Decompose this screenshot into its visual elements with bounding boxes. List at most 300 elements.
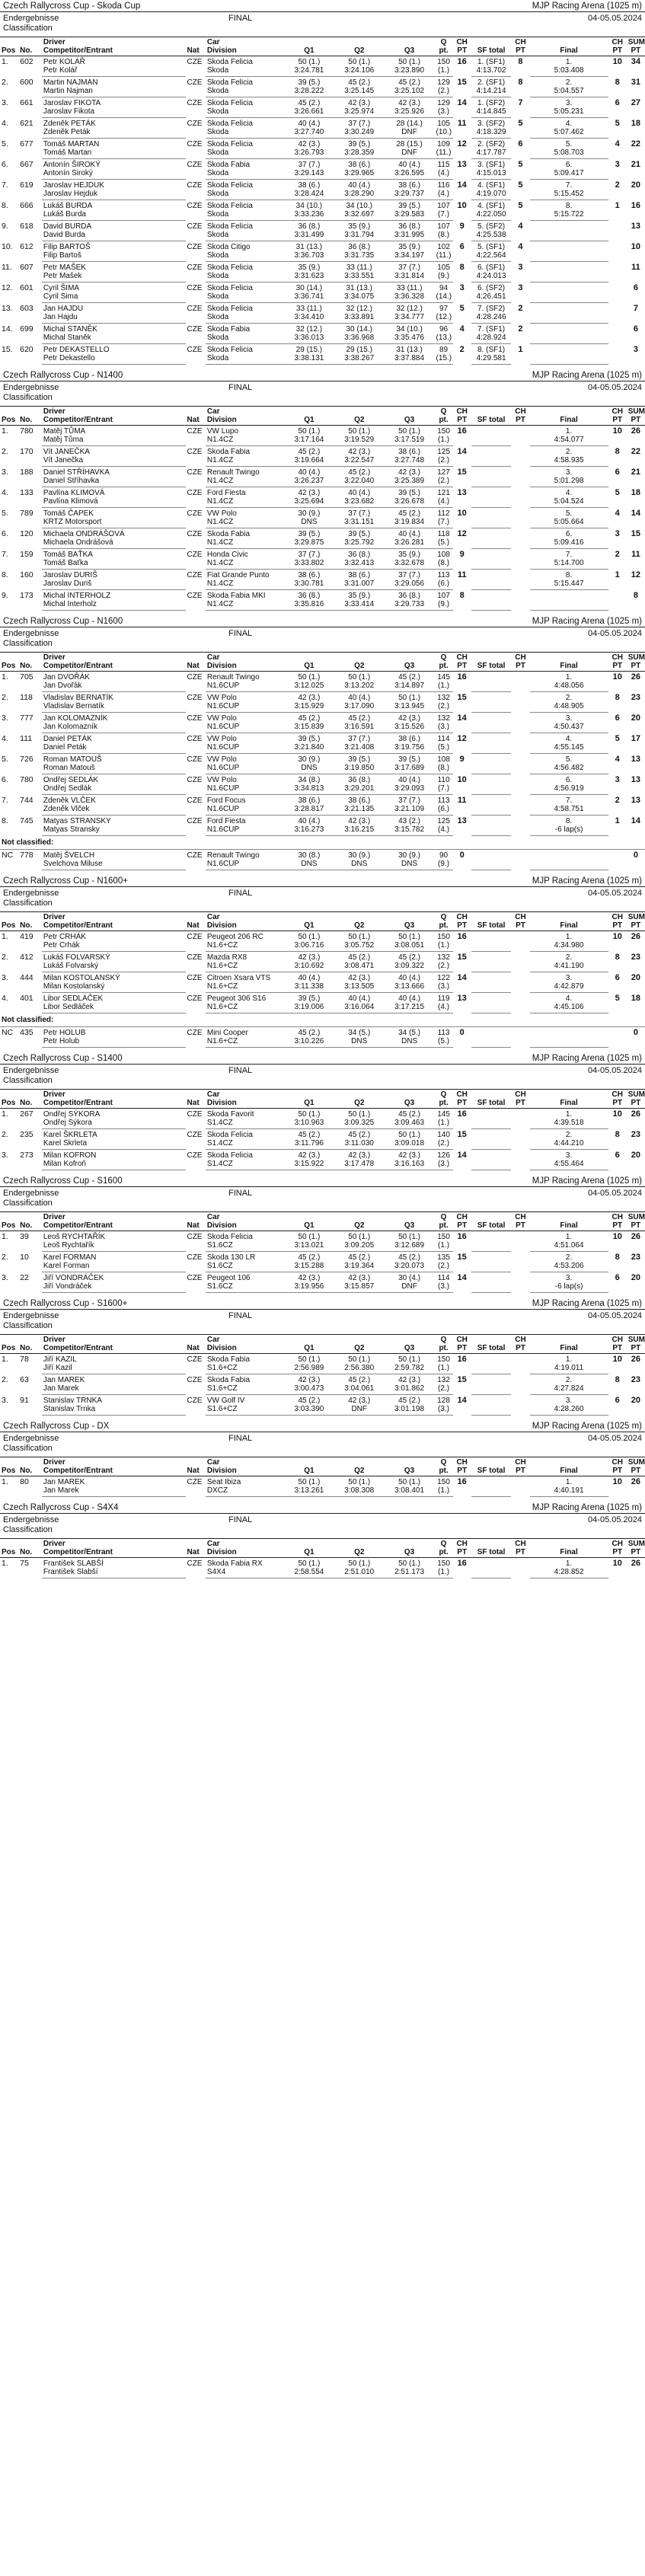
row-sf-time: 4:22.050 [471, 210, 512, 221]
row-q-total: 102 [437, 243, 450, 251]
row-q1-points: 50 (1.) [298, 427, 321, 436]
row-sf-rank [471, 1150, 512, 1160]
row-q1-time: 3:19.006 [284, 1003, 334, 1013]
row-ch-pt-1: 14 [457, 446, 467, 456]
table-row [0, 221, 645, 231]
row-q-rank: (3.) [434, 107, 452, 118]
table-row [0, 97, 645, 108]
series-title: Czech Rallycross Cup - N1400 [3, 371, 123, 380]
row-position: 1. [2, 1232, 8, 1241]
row-nat: CZE [187, 851, 203, 860]
label-classification: Classification [3, 24, 53, 33]
row-nat: CZE [187, 468, 203, 477]
row-q-rank: (2.) [434, 87, 452, 97]
row-car: VW Polo [206, 694, 237, 702]
results-table [0, 1089, 645, 1170]
row-sum: 23 [631, 1252, 640, 1262]
row-car: Skoda Felicia [206, 78, 253, 87]
row-q-total: 132 [437, 694, 450, 702]
header-q3: Q3 [385, 1090, 435, 1109]
row-ch-pt-2: 4 [518, 221, 523, 231]
stage-label: FINAL [228, 629, 253, 638]
row-q2-points: 42 (3.) [348, 448, 371, 456]
venue-label: MJP Racing Arena (1025 m) [532, 2, 642, 11]
row-q3-points: 45 (2.) [398, 953, 421, 962]
row-q-total: 127 [437, 468, 450, 477]
row-sf-rank [471, 733, 512, 744]
header-nat: Nat [186, 1090, 206, 1109]
row-q3-points: 50 (1.) [398, 1478, 421, 1486]
header-driver-line2: Competitor/Entrant [43, 46, 113, 55]
row-ch-pt-2 [511, 1272, 529, 1293]
header-no: No. [18, 653, 42, 672]
row-ch-pt-3: 1 [615, 200, 620, 210]
row-nat: CZE [187, 973, 203, 982]
row-car: Mini Cooper [206, 1029, 248, 1037]
header-ch1: CH PT [453, 1212, 471, 1231]
row-entrant: Jaroslav Fikota [42, 107, 186, 118]
row-ch-pt-1: 16 [457, 672, 467, 682]
row-driver: Matěj ŠVELCH [43, 851, 95, 860]
row-q1-time: 3:34.813 [284, 784, 334, 795]
row-ch-pt-3 [608, 324, 627, 344]
row-sum: 6 [633, 324, 638, 334]
row-q3-points: 45 (2.) [398, 1110, 421, 1119]
row-q3-time: 3:31.814 [385, 272, 435, 282]
row-q-rank: (11.) [434, 251, 452, 262]
header-q2: Q2 [334, 1090, 385, 1109]
row-q-rank: (3.) [434, 723, 452, 733]
row-driver: Petr HOLUB [43, 1029, 86, 1037]
row-ch-pt-1: 9 [459, 221, 465, 231]
series-title: Czech Rallycross Cup - Skoda Cup [3, 2, 141, 11]
row-q2-time: 3:22.040 [334, 477, 385, 487]
row-q2-points: 29 (15.) [346, 346, 372, 354]
row-ch-pt-3 [608, 262, 627, 282]
label-endergebnisse: Endergebnisse [3, 14, 59, 23]
row-q-total: 121 [437, 489, 450, 497]
row-q-total: 132 [437, 953, 450, 962]
row-driver: Tomáš ČAPEK [43, 509, 94, 518]
row-q-total: 108 [437, 755, 450, 764]
row-entrant: Vít Janečka [42, 456, 186, 467]
results-table [0, 1538, 645, 1578]
row-q3-time: 3:17.689 [385, 764, 435, 774]
row-number: 677 [20, 139, 34, 148]
header-nat: Nat [186, 653, 206, 672]
row-sum: 8 [633, 590, 638, 600]
header-ch3: CH PT [608, 1335, 627, 1354]
row-ch-pt-1: 16 [457, 426, 467, 436]
row-q3-points: 39 (5.) [398, 489, 421, 497]
row-q-total: 96 [439, 325, 449, 334]
row-ch-pt-1: 0 [459, 851, 465, 860]
row-ch-pt-2: 6 [518, 139, 523, 148]
row-final-time: 5:09.417 [530, 169, 608, 180]
header-q3: Q3 [385, 912, 435, 931]
row-number: 80 [20, 1477, 29, 1486]
results-table [0, 37, 645, 365]
row-ch-pt-3: 2 [615, 549, 620, 559]
row-sum: 18 [631, 993, 640, 1003]
table-row [0, 344, 645, 355]
row-q1-points: 50 (1.) [298, 1355, 321, 1364]
header-final: Final [530, 37, 608, 56]
row-nat: CZE [187, 1478, 203, 1486]
row-position: 2. [2, 1252, 8, 1262]
row-car: Skoda Fabia MKI [206, 592, 266, 600]
row-q-rank: (7.) [434, 784, 452, 795]
label-classification: Classification [3, 899, 53, 908]
row-sf-rank [471, 570, 512, 580]
row-driver: Ondřej SÝKORA [43, 1110, 101, 1119]
row-q-total: 118 [437, 530, 450, 538]
row-q1-points: 42 (3.) [298, 694, 321, 702]
row-final-rank: 1. [565, 1355, 573, 1364]
row-number: 188 [20, 467, 34, 477]
row-ch-pt-3 [608, 590, 627, 611]
row-nat: CZE [187, 570, 203, 579]
row-position: 3. [2, 1395, 8, 1405]
row-ch-pt-2 [511, 850, 529, 870]
row-q1-time: 3:24.781 [284, 66, 334, 77]
row-sf-time [471, 600, 512, 611]
row-q1-points: 31 (13.) [295, 243, 323, 251]
row-sf-rank: 4. (SF1) [477, 202, 506, 210]
row-q-total: 145 [437, 673, 450, 682]
row-entrant: Martin Najman [42, 87, 186, 97]
header-q3: Q3 [385, 1212, 435, 1231]
row-nat: CZE [187, 160, 203, 169]
row-final-rank: 8. [565, 571, 573, 579]
row-q1-points: 34 (8.) [298, 776, 321, 784]
row-final-time: 4:28.852 [530, 1568, 608, 1578]
row-final-time: 4:44.210 [530, 1139, 608, 1150]
header-q3: Q3 [385, 407, 435, 426]
row-car: Peugeot 206 RC [206, 933, 263, 941]
row-ch-pt-2 [511, 528, 529, 549]
row-car: VW Golf IV [206, 1397, 245, 1405]
row-entrant: Antonín Široký [42, 169, 186, 180]
header-q3: Q3 [385, 37, 435, 56]
header-sf: SF total [471, 1539, 512, 1558]
row-q3-points: 35 (9.) [398, 243, 421, 251]
row-car: Skoda Favorit [206, 1110, 254, 1119]
row-number: 412 [20, 952, 34, 962]
section-subheader [0, 1187, 645, 1211]
row-q-total: 108 [437, 551, 450, 559]
row-q3-points: 33 (11.) [396, 284, 423, 292]
row-q2-time: 3:24.106 [334, 66, 385, 77]
row-q-total: 109 [437, 140, 450, 148]
row-number: 744 [20, 795, 34, 805]
row-division: N1.4CZ [206, 477, 284, 487]
header-ch2: CH PT [511, 1457, 529, 1476]
row-q-rank: (2.) [434, 456, 452, 467]
row-q1-time: 3:28.222 [284, 87, 334, 97]
row-ch-pt-3: 8 [615, 1129, 620, 1139]
table-row-second-line [0, 169, 645, 180]
row-position: 4. [2, 733, 8, 743]
row-ch-pt-1: 0 [459, 1028, 465, 1037]
table-row-second-line [0, 313, 645, 324]
table-row-second-line [0, 982, 645, 993]
header-driver [42, 1457, 186, 1476]
row-q1-time: 3:11.796 [284, 1139, 334, 1150]
row-driver: Vít JANEČKA [43, 448, 90, 456]
row-nat: CZE [187, 78, 203, 87]
row-car: Skoda 130 LR [206, 1253, 256, 1262]
header-ch2: CH PT [511, 1335, 529, 1354]
row-ch-pt-1: 14 [457, 97, 467, 107]
row-q2-points: 45 (2.) [348, 1253, 371, 1262]
row-q-rank: (1.) [434, 1119, 452, 1129]
row-entrant: Jaroslav Hejduk [42, 190, 186, 200]
row-entrant: Jan Marek [42, 1486, 186, 1497]
row-final-rank: 2. [565, 78, 573, 87]
row-q3-time: 3:21.109 [385, 805, 435, 816]
row-q3-time: 2:51.173 [385, 1568, 435, 1578]
row-ch-pt-3: 1 [615, 570, 620, 579]
row-q2-points: 34 (10.) [346, 202, 372, 210]
row-final-time: 5:05.664 [530, 518, 608, 528]
header-driver-line1: Driver [43, 913, 65, 921]
row-q3-time: 3:09.463 [385, 1119, 435, 1129]
row-q2-time: 3:28.359 [334, 148, 385, 159]
row-q2-points: 42 (3.) [348, 1274, 371, 1282]
row-division: S4X4 [206, 1568, 284, 1578]
table-row [0, 972, 645, 983]
row-q-rank: (1.) [434, 1241, 452, 1252]
label-classification: Classification [3, 1321, 53, 1330]
row-position: NC [2, 851, 14, 860]
header-no: No. [18, 37, 42, 56]
row-q2-points: 50 (1.) [348, 1559, 371, 1568]
row-q-rank: (3.) [434, 1282, 452, 1293]
header-sum: SUM PT [627, 1090, 645, 1107]
header-driver [42, 653, 186, 672]
row-entrant: Jan Kolomazník [42, 723, 186, 733]
row-sum: 26 [631, 1355, 640, 1364]
header-ch2: CH PT [511, 1539, 529, 1558]
row-ch-pt-3: 3 [615, 774, 620, 784]
row-final-time [530, 292, 608, 303]
row-q3-points: 36 (8.) [398, 592, 421, 600]
row-ch-pt-1: 10 [457, 508, 467, 518]
row-final-time: 4:56.919 [530, 784, 608, 795]
header-sf: SF total [471, 1212, 512, 1231]
row-q2-time: 3:36.968 [334, 334, 385, 344]
row-car: Skoda Fabia [206, 530, 251, 538]
row-driver: Lukáš FOLVARSKÝ [43, 953, 110, 962]
row-number: 699 [20, 324, 34, 334]
row-q3-points: 30 (4.) [398, 1274, 421, 1282]
row-q1-time: 3:33.236 [284, 210, 334, 221]
row-sf-time [471, 538, 512, 549]
header-driver-line2: Competitor/Entrant [43, 1221, 113, 1230]
row-q-total: 132 [437, 714, 450, 723]
table-row [0, 733, 645, 744]
row-car: VW Polo [206, 714, 237, 723]
row-sum: 21 [631, 159, 640, 169]
row-q-rank: (3.) [434, 1160, 452, 1170]
row-entrant: Tomáš Baťka [42, 559, 186, 570]
table-row [0, 446, 645, 457]
row-ch-pt-1: 11 [457, 795, 467, 805]
row-final-time: 5:05.231 [530, 107, 608, 118]
row-ch-pt-1: 16 [457, 57, 467, 66]
row-ch-pt-2: 4 [518, 241, 523, 251]
date-label: 04-05.05.2024 [588, 1434, 642, 1443]
row-ch-pt-3: 10 [612, 1355, 622, 1364]
row-ch-pt-2 [511, 508, 529, 528]
row-position: 8. [2, 816, 8, 825]
table-row [0, 1150, 645, 1160]
header-qpt: Q pt. [434, 1539, 452, 1558]
row-ch-pt-2: 2 [518, 324, 523, 334]
row-ch-pt-3: 6 [615, 1272, 620, 1282]
table-row-second-line [0, 600, 645, 611]
row-q3-points: 40 (4.) [398, 161, 421, 169]
header-sum: SUM PT [627, 653, 645, 670]
row-entrant: Švelchova Miluse [42, 860, 186, 870]
row-q3-points: 45 (2.) [398, 78, 421, 87]
header-nat: Nat [186, 37, 206, 56]
table-row [0, 1129, 645, 1140]
label-classification: Classification [3, 393, 53, 402]
row-sf-rank [471, 672, 512, 682]
label-endergebnisse: Endergebnisse [3, 383, 59, 392]
header-q3: Q3 [385, 1335, 435, 1354]
row-q3-time: 3:15.782 [385, 825, 435, 836]
header-driver-line2: Competitor/Entrant [43, 662, 113, 670]
row-driver: Tomáš MARTAN [43, 140, 100, 148]
row-sf-rank: 7. (SF2) [477, 305, 506, 313]
table-row-second-line [0, 962, 645, 972]
header-ch2: CH PT [511, 1212, 529, 1231]
row-q-rank: (7.) [434, 518, 452, 528]
row-entrant: Leoš Rychtařík [42, 1241, 186, 1252]
row-q3-points: 50 (1.) [398, 58, 421, 66]
row-driver: Michal STANĚK [43, 325, 97, 334]
row-car: Renault Twingo [206, 851, 260, 860]
row-q-total: 114 [437, 1274, 450, 1282]
row-q1-points: 38 (6.) [298, 571, 321, 579]
date-label: 04-05.05.2024 [588, 383, 642, 392]
row-final-time: 5:15.722 [530, 210, 608, 221]
row-entrant: Jiří Vondráček [42, 1282, 186, 1293]
row-q2-time: 3:25.792 [334, 538, 385, 549]
row-q1-points: 30 (8.) [298, 851, 321, 860]
row-driver: Jan MAREK [43, 1376, 85, 1384]
row-q1-time: 3:21.840 [284, 743, 334, 754]
row-ch-pt-1: 16 [457, 1109, 467, 1119]
row-final-time: 4:45.106 [530, 1003, 608, 1013]
table-row-second-line [0, 1119, 645, 1129]
row-driver: Vladislav BERNATÍK [43, 694, 113, 702]
row-sf-time [471, 682, 512, 692]
header-ch1: CH PT [453, 653, 471, 672]
row-sf-rank [471, 1231, 512, 1242]
date-label: 04-05.05.2024 [588, 1515, 642, 1524]
row-q-total: 129 [437, 99, 450, 107]
row-final-rank: 4. [565, 735, 573, 743]
row-q-total: 107 [437, 592, 450, 600]
row-sf-rank: 1. (SF2) [477, 99, 506, 107]
row-entrant: Matyas Stransky [42, 825, 186, 836]
row-number: 160 [20, 570, 34, 579]
row-driver: Lukáš BURDA [43, 202, 93, 210]
row-q2-time: 3:34.075 [334, 292, 385, 303]
row-q2-time: 3:13.505 [334, 982, 385, 993]
row-car: Skoda Felicia [206, 346, 253, 354]
row-final-rank: 6. [565, 530, 573, 538]
row-q3-time: 3:08.051 [385, 941, 435, 952]
row-final-rank: 8. [565, 202, 573, 210]
row-number: 745 [20, 816, 34, 825]
header-ch2: CH PT [511, 912, 529, 931]
header-car [206, 1090, 284, 1109]
header-driver-line2: Competitor/Entrant [43, 416, 113, 424]
row-q3-points: 38 (6.) [398, 735, 421, 743]
row-q3-points: 35 (9.) [398, 551, 421, 559]
row-q2-points: 35 (9.) [348, 592, 371, 600]
table-row [0, 262, 645, 273]
row-q1-points: 45 (2.) [298, 448, 321, 456]
row-q2-points: 30 (9.) [348, 851, 371, 860]
row-number: 789 [20, 508, 34, 518]
row-ch-pt-3 [608, 1027, 627, 1048]
row-sf-time [471, 723, 512, 733]
header-q1: Q1 [284, 912, 334, 931]
row-q2-time: 3:31.794 [334, 231, 385, 241]
row-final-time [530, 1037, 608, 1048]
row-final-time: 5:15.452 [530, 190, 608, 200]
table-row-second-line [0, 1262, 645, 1272]
header-q1: Q1 [284, 37, 334, 56]
row-entrant: Karel Škrleta [42, 1139, 186, 1150]
row-q2-points: 50 (1.) [348, 1233, 371, 1241]
header-qpt: Q pt. [434, 1090, 452, 1109]
row-ch-pt-3: 1 [615, 816, 620, 825]
row-division: Skoda [206, 107, 284, 118]
table-row [0, 795, 645, 806]
row-division: Skoda [206, 210, 284, 221]
row-number: 63 [20, 1374, 29, 1384]
section-header [0, 615, 645, 627]
row-q1-points: 30 (9.) [298, 509, 321, 518]
row-driver: Petr DEKASTELLO [43, 346, 110, 354]
row-final-rank [530, 241, 608, 252]
row-ch-pt-1: 4 [459, 324, 465, 334]
table-row [0, 1374, 645, 1385]
table-row [0, 467, 645, 477]
row-car: Honda Civic [206, 551, 248, 559]
table-row [0, 713, 645, 723]
row-driver: Zdeněk PETÁK [43, 120, 96, 128]
table-row-second-line [0, 66, 645, 77]
row-driver: Jan MAREK [43, 1478, 85, 1486]
row-driver: Matěj TŮMA [43, 427, 86, 436]
row-final-time: 4:34.980 [530, 941, 608, 952]
row-q-rank: (1.) [434, 941, 452, 952]
row-q1-time: 3:29.875 [284, 538, 334, 549]
row-final-time: 4:53.206 [530, 1262, 608, 1272]
row-driver: David BURDA [43, 222, 92, 231]
row-final-time: 4:48.905 [530, 702, 608, 713]
row-car: Ford Fiesta [206, 489, 246, 497]
row-ch-pt-2 [511, 570, 529, 590]
